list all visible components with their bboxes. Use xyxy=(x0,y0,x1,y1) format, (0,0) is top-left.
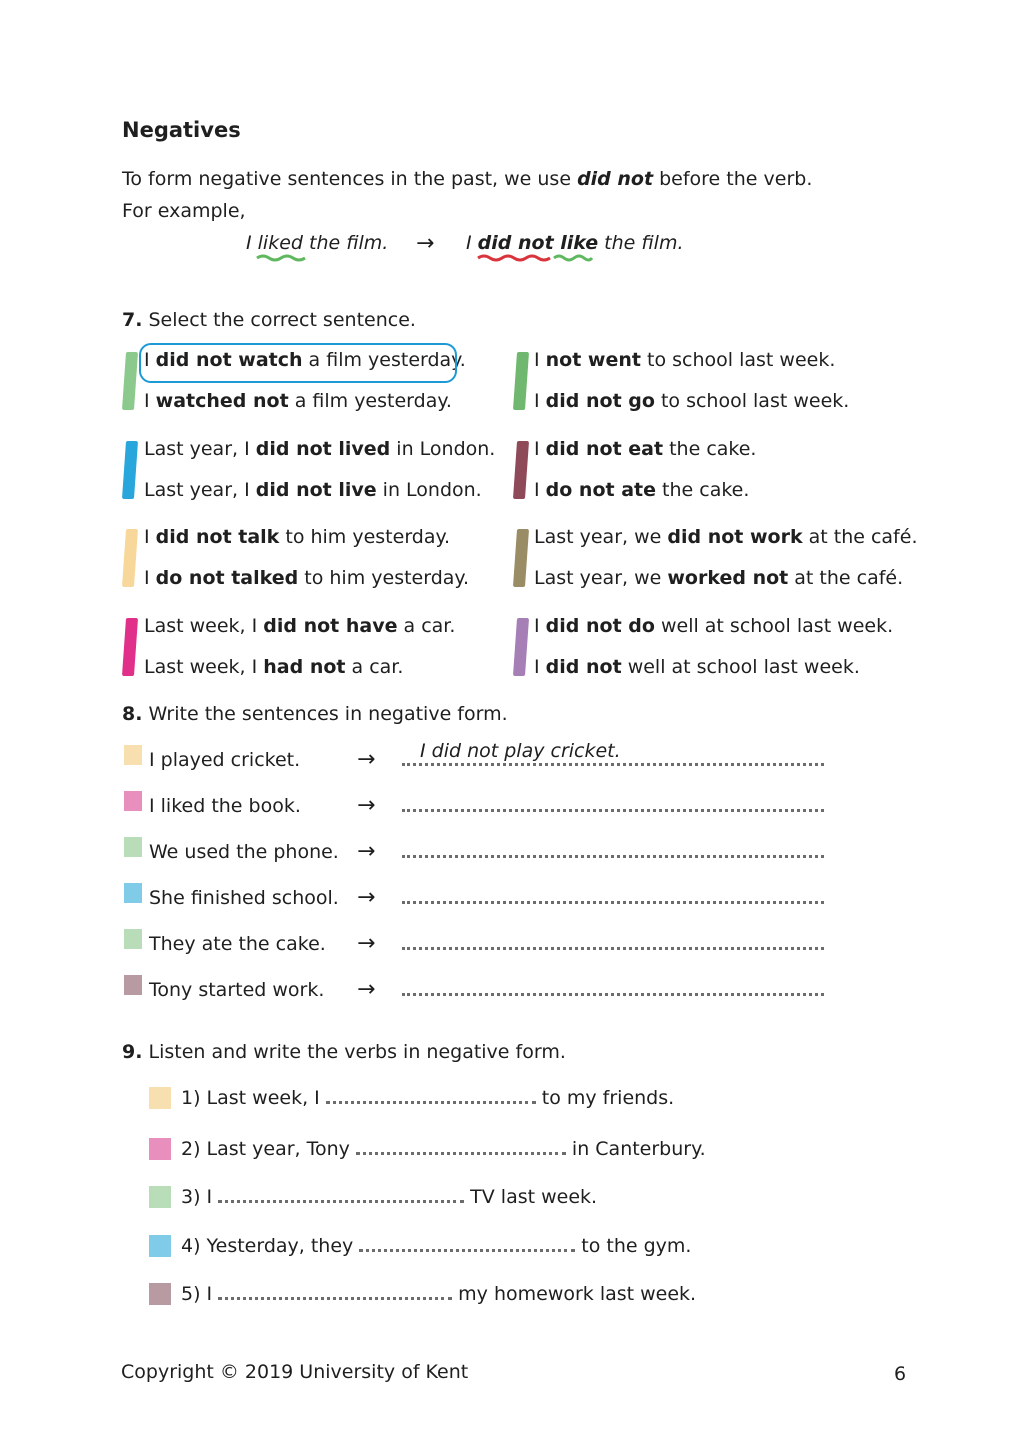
color-bar xyxy=(122,352,138,410)
arrow-icon: → xyxy=(357,747,376,772)
sentence-option[interactable]: Last year, we did not work at the café. xyxy=(534,526,918,548)
intro-line-1: To form negative sentences in the past, we use did not before the verb. xyxy=(122,168,813,190)
color-bar xyxy=(513,529,529,587)
sentence-option[interactable]: I did not talk to him yesterday. xyxy=(144,526,451,548)
example-arrow: → xyxy=(416,231,435,256)
selection-circle xyxy=(139,343,457,383)
fill-in-sentence: 2) Last year, Tony in Canterbury. xyxy=(181,1138,706,1160)
arrow-icon: → xyxy=(357,885,376,910)
answer-line[interactable] xyxy=(402,763,824,766)
intro-line-2: For example, xyxy=(122,200,246,222)
green-underline-like xyxy=(553,254,593,262)
fill-in-sentence: 5) I my homework last week. xyxy=(181,1283,697,1305)
source-sentence: We used the phone. xyxy=(149,841,339,863)
question-7-heading: 7. Select the correct sentence. xyxy=(122,309,416,331)
sentence-option[interactable]: I do not talked to him yesterday. xyxy=(144,567,469,589)
color-bar xyxy=(122,529,138,587)
color-square xyxy=(124,883,142,903)
answer-line[interactable] xyxy=(402,901,824,904)
color-square xyxy=(124,837,142,857)
color-bar xyxy=(513,441,529,499)
fill-in-sentence: 3) I TV last week. xyxy=(181,1186,598,1208)
color-bar xyxy=(122,618,138,676)
red-underline-did-not xyxy=(477,254,551,262)
sentence-option[interactable]: Last week, I did not have a car. xyxy=(144,615,456,637)
source-sentence: She finished school. xyxy=(149,887,339,909)
source-sentence: They ate the cake. xyxy=(149,933,326,955)
color-square xyxy=(149,1235,171,1257)
question-8-heading: 8. Write the sentences in negative form. xyxy=(122,703,508,725)
arrow-icon: → xyxy=(357,793,376,818)
answer-blank[interactable] xyxy=(326,1089,536,1104)
sentence-option[interactable]: Last year, I did not lived in London. xyxy=(144,438,496,460)
example-left: I liked the film. xyxy=(246,232,389,254)
page-title: Negatives xyxy=(122,118,241,142)
answer-blank[interactable] xyxy=(359,1237,575,1252)
color-square xyxy=(124,745,142,765)
source-sentence: I played cricket. xyxy=(149,749,301,771)
sentence-option[interactable]: Last year, we worked not at the café. xyxy=(534,567,904,589)
answer-line[interactable] xyxy=(402,947,824,950)
sentence-option[interactable]: Last year, I did not live in London. xyxy=(144,479,482,501)
example-right: I did not like the film. xyxy=(466,232,684,254)
sentence-option[interactable]: I did not well at school last week. xyxy=(534,656,860,678)
answer-blank[interactable] xyxy=(218,1285,452,1300)
sentence-option[interactable]: I watched not a film yesterday. xyxy=(144,390,452,412)
sentence-option[interactable]: I do not ate the cake. xyxy=(534,479,750,501)
color-bar xyxy=(513,352,529,410)
source-sentence: Tony started work. xyxy=(149,979,325,1001)
color-square xyxy=(149,1138,171,1160)
color-square xyxy=(149,1087,171,1109)
color-square xyxy=(149,1283,171,1305)
answer-line[interactable] xyxy=(402,855,824,858)
sentence-option[interactable]: I not went to school last week. xyxy=(534,349,836,371)
color-bar xyxy=(122,441,138,499)
answer-blank[interactable] xyxy=(218,1188,464,1203)
color-square xyxy=(149,1186,171,1208)
answer-line[interactable] xyxy=(402,809,824,812)
arrow-icon: → xyxy=(357,977,376,1002)
source-sentence: I liked the book. xyxy=(149,795,301,817)
fill-in-sentence: 1) Last week, I to my friends. xyxy=(181,1087,675,1109)
arrow-icon: → xyxy=(357,839,376,864)
color-square xyxy=(124,929,142,949)
answer-line[interactable] xyxy=(402,993,824,996)
fill-in-sentence: 4) Yesterday, they to the gym. xyxy=(181,1235,692,1257)
sentence-option[interactable]: I did not eat the cake. xyxy=(534,438,757,460)
example-answer: I did not play cricket. xyxy=(420,740,621,762)
color-bar xyxy=(513,618,529,676)
sentence-option[interactable]: I did not go to school last week. xyxy=(534,390,850,412)
sentence-option[interactable]: Last week, I had not a car. xyxy=(144,656,404,678)
question-9-heading: 9. Listen and write the verbs in negative form. xyxy=(122,1041,566,1063)
sentence-option[interactable]: I did not do well at school last week. xyxy=(534,615,894,637)
arrow-icon: → xyxy=(357,931,376,956)
copyright: Copyright © 2019 University of Kent xyxy=(121,1361,469,1383)
color-square xyxy=(124,791,142,811)
color-square xyxy=(124,975,142,995)
sentence-option[interactable]: I did not watch a film yesterday. xyxy=(144,349,466,371)
page-number: 6 xyxy=(894,1363,907,1385)
green-underline-liked xyxy=(256,254,306,262)
answer-blank[interactable] xyxy=(356,1140,566,1155)
